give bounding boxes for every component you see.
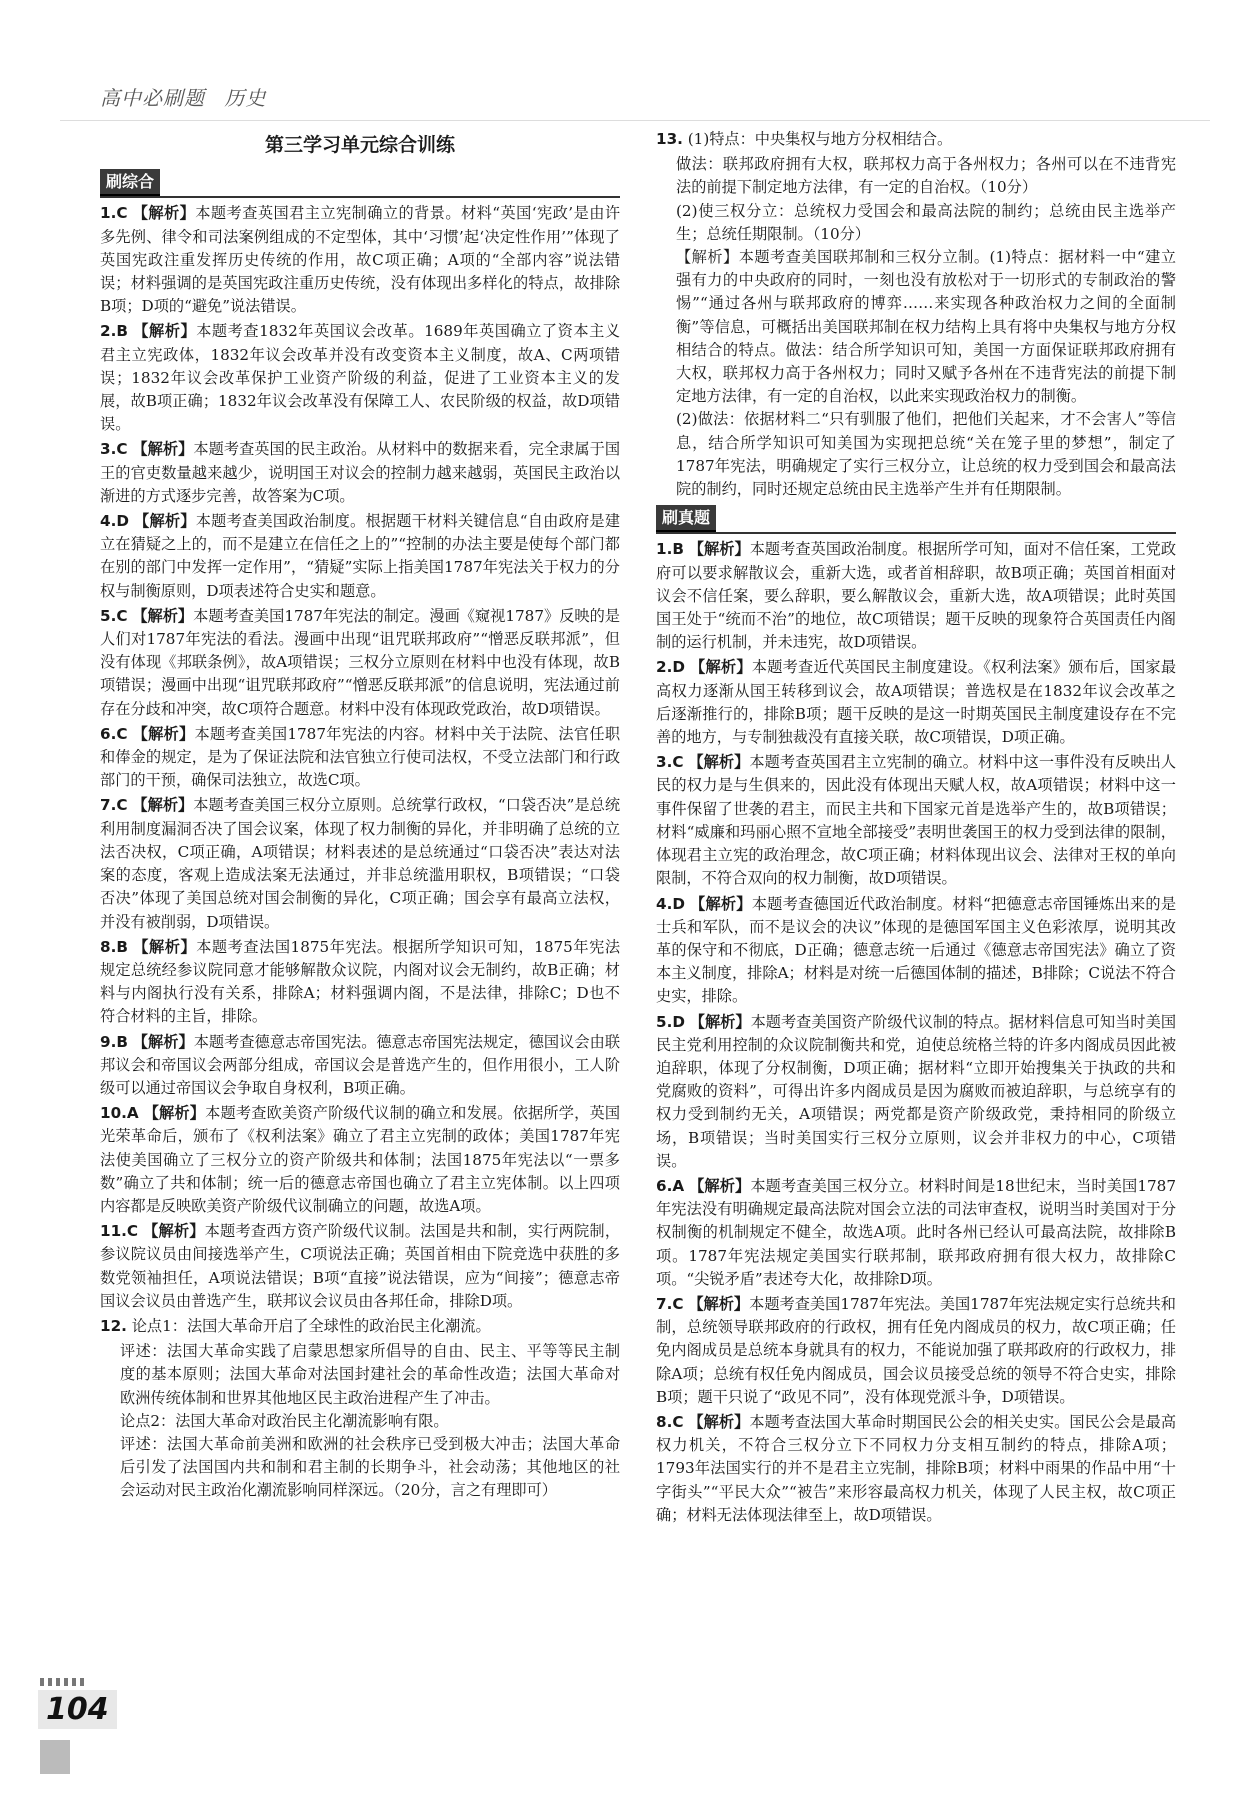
- answer-number: 1.C: [100, 204, 128, 223]
- analysis-label: 【解析】: [132, 204, 196, 223]
- answer-text: 本题考查美国政治制度。根据题干材料关键信息“自由政府是建立在猜疑之上的，而不是建立在信任之上的”“控制的办法主要是使每个部门都在别的部门中发挥一定作用”，“猜疑”实际上指美国1787年宪法关于权力的分权与制衡原则，D项表述符合史实和题意。: [100, 512, 621, 600]
- answer-paragraph: (2)使三权分立：总统权力受国会和最高法院的制约；总统由民主选举产生；总统任期限制。（10分）: [676, 201, 1176, 243]
- answer-paragraph: 评述：法国大革命实践了启蒙思想家所倡导的自由、民主、平等等民主制度的基本原则；法国大革命对法国封建社会的革命性改造；法国大革命对欧洲传统体制和世界其他地区民主政治进程产生了冲击。: [120, 1342, 620, 1407]
- analysis-label: 【解析】: [133, 322, 197, 341]
- answer-list-right-top: [656, 128, 1176, 501]
- answer-text: (1)特点：中央集权与地方分权相结合。: [687, 130, 953, 148]
- answer-text: 本题考查美国资产阶级代议制的特点。据材料信息可知当时美国民主党利用控制的众议院制衡共和党，迫使总统格兰特的许多内阁成员因此被迫辞职，体现了分权制衡，D项正确；据材料“立即开始搜集关于执政的共和党腐败的资料”，可得出许多内阁成员是因为腐败而被迫辞职，与总统享有的权力受到制约无关，A项错误；两党都是资产阶级政党，秉持相同的阶级立场，B项错误；当时美国实行三权分立原则，议会并非权力的中心，C项错误。: [656, 1012, 1177, 1170]
- answer-item: [656, 1011, 1176, 1173]
- answer-text: 本题考查美国1787年宪法的内容。材料中关于法院、法官任职和俸金的规定，是为了保证法院和法官独立行使司法权，不受立法部门和行政部门的干预，确保司法独立，故选C项。: [100, 724, 621, 790]
- answer-list-left: [100, 202, 620, 1502]
- answer-item: [100, 1031, 620, 1101]
- answer-item: [100, 510, 620, 603]
- answer-text: 本题考查英国君主立宪制确立的背景。材料“英国‘宪政’是由许多先例、律令和司法案例组成的不定型体，其中‘习惯’起‘决定性作用’”体现了英国宪政注重发挥历史传统的作用，故C项正确；A项的“全部内容”说法错误；材料强调的是英国宪政注重历史传统，没有体现出多样化的特点，故排除B项；D项的“避免”说法错误。: [100, 204, 621, 316]
- section-tag-real: 刷真题: [656, 505, 716, 532]
- answer-paragraph: 【解析】本题考查美国联邦制和三权分立制。(1)特点：据材料一中“建立强有力的中央政府的同时，一刻也没有放松对于一切形式的专制政治的警惕”“通过各州与联邦政府的博弈……来实现各种政治权力之间的全面制衡”等信息，可概括出美国联邦制在权力结构上具有将中央集权与地方分权相结合的特点。做法：结合所学知识可知，美国一方面保证联邦政府拥有大权，联邦权力高于各州权力；同时又赋予各州在不违背宪法的前提下制定地方法律，有一定的自治权，以此来实现政治权力的制衡。: [676, 248, 1176, 406]
- answer-number: 13.: [656, 130, 683, 148]
- answer-number: 6.C: [100, 724, 128, 743]
- answer-paragraph: (2)做法：依据材料二“只有驯服了他们，把他们关起来，才不会害人”等信息，结合所学知识可知美国为实现把总统“关在笼子里的梦想”，制定了1787年宪法，明确规定了实行三权分立，让总统的权力受到国会和最高法院的制约，同时还规定总统由民主选举产生并有任期限制。: [676, 410, 1176, 499]
- answer-text: 本题考查英国君主立宪制的确立。材料中这一事件没有反映出人民的权力是与生俱来的，因此没有体现出天赋人权，故A项错误；材料中这一事件保留了世袭的君主，而民主共和下国家元首是选举产生的，故B项错误；材料“威廉和玛丽心照不宣地全部接受”表明世袭国王的权力受到法律的限制，体现君主立宪的政治理念，故C项正确；材料体现出议会、法律对王权的单向限制，不符合双向的权力制衡，故D项错误。: [656, 753, 1177, 888]
- analysis-label: 【解析】: [690, 894, 752, 913]
- answer-number: 4.D: [100, 512, 129, 531]
- answer-item: [656, 1411, 1176, 1527]
- answer-item: [656, 656, 1176, 749]
- analysis-label: 【解析】: [689, 1176, 751, 1195]
- analysis-label: 【解析】: [689, 1012, 751, 1031]
- answer-number: 12.: [100, 1316, 127, 1335]
- answer-text: 本题考查美国三权分立原则。总统掌行政权，“口袋否决”是总统利用制度漏洞否决了国会议案，体现了权力制衡的异化，并非明确了总统的立法否决权，C项正确，A项错误；材料表述的是总统通过“口袋否决”表达对法案的态度，客观上造成法案无法通过，并非总统滥用职权，B项错误；“口袋否决”体现了美国总统对国会制衡的异化，C项正确；国会享有最高立法权，并没有被削弱，D项错误。: [100, 796, 621, 931]
- answer-text: 本题考查近代英国民主制度建设。《权利法案》颁布后，国家最高权力逐渐从国王转移到议会，故A项错误；普选权是在1832年议会改革之后逐渐推行的，排除B项；题干反映的是这一时期英国民主制度建设存在不完善的地方，与专制独裁没有直接关联，故C项错误，D项正确。: [656, 658, 1177, 747]
- answer-paragraph: 做法：联邦政府拥有大权，联邦权力高于各州权力；各州可以在不违背宪法的前提下制定地方法律，有一定的自治权。（10分）: [676, 155, 1176, 197]
- section-tag-comprehensive: 刷综合: [100, 169, 160, 196]
- answer-item: [656, 751, 1176, 890]
- analysis-label: 【解析】: [132, 1032, 194, 1051]
- analysis-label: 【解析】: [132, 440, 194, 459]
- answer-item: [100, 794, 620, 933]
- answer-item: [100, 202, 620, 318]
- answer-item: [100, 605, 620, 721]
- answer-item: [656, 1175, 1176, 1291]
- page-decoration-block: [40, 1740, 70, 1774]
- answer-text: 本题考查欧美资产阶级代议制的确立和发展。依据所学，英国光荣革命后，颁布了《权利法案》确立了君主立宪制的政体；美国1787年宪法使美国确立了三权分立的资产阶级共和体制；法国1875年宪法以“一票多数”确立了共和体制；统一后的德意志帝国也确立了君主立宪体制。以上四项内容都是反映欧美资产阶级代议制确立的问题，故选A项。: [100, 1104, 621, 1215]
- answer-number: 4.D: [656, 894, 685, 913]
- answer-item: [100, 723, 620, 793]
- answer-number: 2.B: [100, 322, 128, 341]
- answer-number: 7.C: [100, 796, 128, 815]
- analysis-label: 【解析】: [688, 540, 750, 559]
- answer-item: [100, 936, 620, 1029]
- answer-number: 3.C: [656, 753, 684, 772]
- answer-text: 本题考查美国1787年宪法。美国1787年宪法规定实行总统共和制，总统领导联邦政府的行政权，拥有任免内阁成员的权力，故C项正确；任免内阁成员是总统本身就具有的权力，不能说加强了联邦政府的行政权力，排除A项；总统有权任免内阁成员，国会议员接受总统的领导不符合史实，排除B项；题干只说了“政见不同”，没有体现党派斗争，D项错误。: [656, 1294, 1176, 1406]
- answer-number: 7.C: [656, 1294, 684, 1313]
- left-column: [100, 128, 620, 1503]
- answer-item: [100, 320, 620, 436]
- answer-item: [656, 128, 1176, 151]
- answer-text: 本题考查英国政治制度。根据所学可知，面对不信任案，工党政府可以要求解散议会，重新大选，或者首相辞职，故B项正确；英国首相面对议会不信任案，要么辞职，要么解散议会，重新大选，故A项错误；此时英国国王处于“统而不治”的地位，故C项错误；题干反映的现象符合英国责任内阁制的运行机制，并未违宪，故D项错误。: [656, 540, 1177, 652]
- answer-number: 2.D: [656, 658, 685, 677]
- section-rule: [100, 196, 620, 198]
- subject-name: 历史: [224, 86, 267, 110]
- answer-paragraph: 论点2：法国大革命对政治民主化潮流影响有限。: [120, 1411, 449, 1430]
- right-column: [656, 128, 1176, 1529]
- answer-text: 本题考查法国大革命时期国民公会的相关史实。国民公会是最高权力机关，不符合三权分立下不同权力分支相互制约的特点，排除A项；1793年法国实行的并不是君主立宪制，排除B项；材料中雨果的作品中用“十字街头”“平民大众”“被告”来形容最高权力机关，体现了人民主权，故C项正确；材料无法体现法律至上，故D项错误。: [656, 1412, 1177, 1524]
- answer-number: 6.A: [656, 1176, 685, 1195]
- unit-title: 第三学习单元综合训练: [264, 134, 455, 156]
- answer-item: [100, 1220, 620, 1313]
- answer-paragraph: 评述：法国大革命前美洲和欧洲的社会秩序已受到极大冲击；法国大革命后引发了法国国内共和制和君主制的长期争斗，社会动荡；其他地区的社会运动对民主政治化潮流影响同样深远。（20分，言之有理即可）: [120, 1434, 620, 1500]
- answer-item: [656, 538, 1176, 654]
- answer-text: 本题考查法国1875年宪法。根据所学知识可知，1875年宪法规定总统经参议院同意才能够解散众议院，内阁对议会无制约，故B正确；材料与内阁执行没有关系，排除A；材料强调内阁，不是法律，排除C；D也不符合材料的主旨，排除。: [100, 937, 621, 1026]
- answer-item: [656, 893, 1176, 1009]
- book-name: 高中必刷题: [100, 86, 205, 110]
- answer-number: 3.C: [100, 440, 128, 459]
- answer-text: 论点1：法国大革命开启了全球性的政治民主化潮流。: [131, 1316, 491, 1335]
- analysis-label: 【解析】: [688, 1412, 750, 1431]
- answer-number: 9.B: [100, 1032, 128, 1051]
- analysis-label: 【解析】: [133, 937, 197, 956]
- answer-text: 本题考查西方资产阶级代议制。法国是共和制，实行两院制，参议院议员由间接选举产生，C项说法正确；英国首相由下院竞选中获胜的多数党领袖担任，A项说法错误；B项“直接”说法错误，应为“间接”；德意志帝国议会议员由普选产生，联邦议会议员由各邦任命，排除D项。: [100, 1222, 620, 1310]
- answer-text: 本题考查1832年英国议会改革。1689年英国确立了资本主义君主立宪政体，1832年议会改革并没有改变资本主义制度，故A、C两项错误；1832年议会改革保护工业资产阶级的利益，促进了工业资本主义的发展，故B项正确；1832年议会改革没有保障工人、农民阶级的权益，故D项错误。: [100, 322, 621, 434]
- analysis-label: 【解析】: [143, 1222, 205, 1241]
- answer-list-right-real: [656, 538, 1176, 1527]
- answer-item: [656, 1293, 1176, 1409]
- answer-text: 本题考查美国三权分立。材料时间是18世纪末，当时美国1787年宪法没有明确规定最高法院对国会立法的司法审查权，说明当时美国对于分权制衡的机制规定不健全，故选A项。此时各州已经认可最高法院，故排除B项。1787年宪法规定美国实行联邦制，联邦政府拥有很大权力，故排除C项。“尖锐矛盾”表述夸大化，故排除D项。: [656, 1176, 1177, 1288]
- running-header: [100, 82, 266, 111]
- answer-item: [100, 1315, 620, 1338]
- analysis-label: 【解析】: [132, 724, 195, 743]
- answer-text: 本题考查美国1787年宪法的制定。漫画《窥视1787》反映的是人们对1787年宪法的看法。漫画中出现“诅咒联邦政府”“憎恶反联邦派”，但没有体现《邦联条例》，故A项错误；三权分立原则在材料中也没有体现，故B项错误；漫画中出现“诅咒联邦政府”“憎恶反联邦派”的信息说明，宪法通过前存在分歧和冲突，故C项符合题意。材料中没有体现政党政治，故D项错误。: [100, 606, 620, 718]
- analysis-label: 【解析】: [688, 753, 750, 772]
- header-rule: [60, 120, 1210, 121]
- answer-item: [100, 438, 620, 508]
- answer-number: 11.C: [100, 1222, 139, 1241]
- answer-number: 8.C: [656, 1412, 684, 1431]
- answer-number: 8.B: [100, 937, 128, 956]
- page-number: 104: [38, 1690, 117, 1729]
- answer-item: [100, 1102, 620, 1218]
- analysis-label: 【解析】: [690, 658, 752, 677]
- analysis-label: 【解析】: [143, 1104, 206, 1123]
- analysis-label: 【解析】: [132, 796, 194, 815]
- analysis-label: 【解析】: [134, 512, 196, 531]
- analysis-label: 【解析】: [688, 1294, 750, 1313]
- answer-number: 10.A: [100, 1104, 139, 1123]
- answer-text: 本题考查德意志帝国宪法。德意志帝国宪法规定，德国议会由联邦议会和帝国议会两部分组成，帝国议会是普选产生的，但作用很小，工人阶级可以通过帝国议会争取自身权利，B项正确。: [100, 1032, 621, 1097]
- answer-text: 本题考查德国近代政治制度。材料“把德意志帝国锤炼出来的是士兵和军队，而不是议会的决议”体现的是德国军国主义色彩浓厚，说明其改革的保守和不彻底，D正确；德意志统一后通过《德意志帝国宪法》确立了资本主义制度，排除A；材料是对统一后德国体制的描述，B排除；C说法不符合史实，排除。: [656, 894, 1177, 1006]
- answer-number: 5.C: [100, 606, 128, 625]
- answer-text: 本题考查英国的民主政治。从材料中的数据来看，完全隶属于国王的官吏数量越来越少，说明国王对议会的控制力越来越弱，英国民主政治以渐进的方式逐步完善，故答案为C项。: [100, 440, 621, 505]
- answer-number: 5.D: [656, 1012, 685, 1031]
- section-rule: [656, 532, 1176, 534]
- answer-number: 1.B: [656, 540, 684, 559]
- page-decoration: [40, 1678, 84, 1686]
- analysis-label: 【解析】: [132, 606, 194, 625]
